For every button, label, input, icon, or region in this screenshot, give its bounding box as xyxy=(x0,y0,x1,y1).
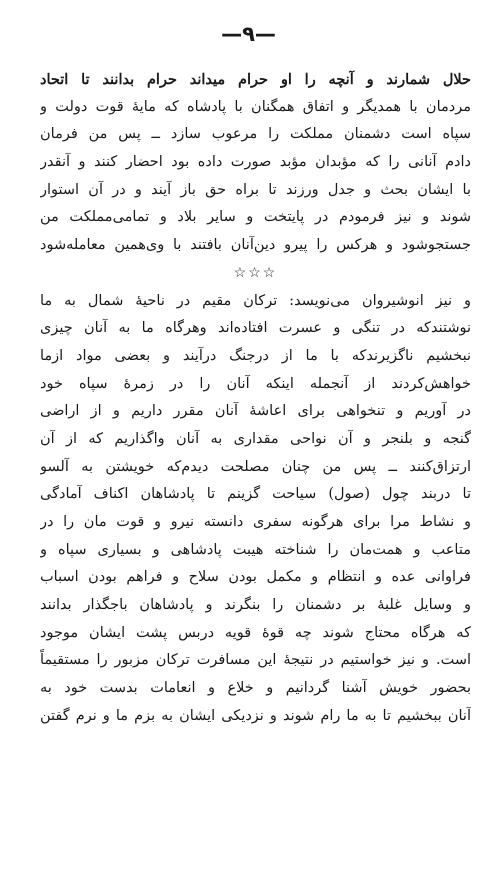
text-line: تا دربند چول (صول) سیاحت گزینم تا پادشاهان اکناف آمادگی xyxy=(40,486,471,503)
body-text xyxy=(40,66,471,731)
text-line: حلال شمارند و آنچه را او حرام میداند حرام بدانند تا اتحاد xyxy=(40,71,471,88)
text-line: جستجوشود و هرکس را پیرو دین‌آنان بافتند با وی‌همین معامله‌شود xyxy=(40,237,471,254)
text-line: و نیز انوشیروان می‌نویسد: ترکان مقیم در ناحیهٔ شمال به ما xyxy=(40,292,471,309)
text-line: بحضور خویش آشنا گردانیم و خلاع و انعامات بدست خود به xyxy=(40,680,471,697)
text-line: مردمان با همدیگر و اتفاق همگنان با پادشاه که مایهٔ قوت دولت و xyxy=(40,98,471,115)
text-line: نوشتندکه در تنگی و عسرت افتاده‌اند وهرگاه ما به آنان چیزی xyxy=(40,320,471,337)
text-line: ارتزاق‌کنند ــ پس من چنان مصلحت دیدم‌که خویشتن به آلسو xyxy=(40,458,471,475)
text-line: که هرگاه محتاج شوند چه قوهٔ قویه دربس پشت ایشان موجود xyxy=(40,624,471,641)
text-line: و وسایل غلبهٔ بر دشمنان را بنگرند و پادشاهان باجگذار بدانند xyxy=(40,597,471,614)
text-line: شوند و نیز فرمودم در پایتخت و سایر بلاد و تمامی‌مملکت من xyxy=(40,209,471,226)
text-line: آنان ببخشیم تا به ما رام شوند و نزدیکی ایشان به بزم ما و نرم گفتن xyxy=(40,707,471,724)
text-line: است. و نیز خواستیم در نتیجهٔ این مسافرت ترکان مزبور را مستقیماً xyxy=(40,652,471,669)
text-line: فراوانی عده و انتظام و مکمل بودن سلاح و فراهم بودن اسباب xyxy=(40,569,471,586)
text-line: و نشاط مرا برای هرگونه سفری دانسته نیرو و قوت مان را در xyxy=(40,514,471,530)
text-line: خواهش‌کردند از آنجمله اینکه آنان را در زمرهٔ سپاه خود xyxy=(40,375,471,392)
text-line: متاعب و همت‌مان را شناخته هیبت پادشاهی و بسیاری سپاه و xyxy=(40,541,471,558)
text-line: با ایشان بحث و جدل ورزند تا براه حق باز آیند و در آن استوار xyxy=(40,181,471,198)
text-line: نبخشیم ناگزیرندکه با ما از درجنگ درآیند و بعضی مواد ازما xyxy=(40,347,471,364)
text-line: در آوریم و تنخواهی برای اعاشهٔ آنان مقرر داریم و از اراضی xyxy=(40,403,471,420)
text-line: سپاه است دشمنان مملکت را مرعوب سازد ــ پس من فرمان xyxy=(40,126,471,143)
text-line: گنجه و بلنجر و آن نواحی مقداری به آنان واگذاریم که از آن xyxy=(40,430,471,447)
section-separator: ☆☆☆ xyxy=(233,264,278,281)
text-line: دادم آنانی را که مؤبدان مؤبد صورت داده بود احضار کنند و آنقدر xyxy=(40,154,471,171)
page-number: —٩— xyxy=(221,22,276,46)
